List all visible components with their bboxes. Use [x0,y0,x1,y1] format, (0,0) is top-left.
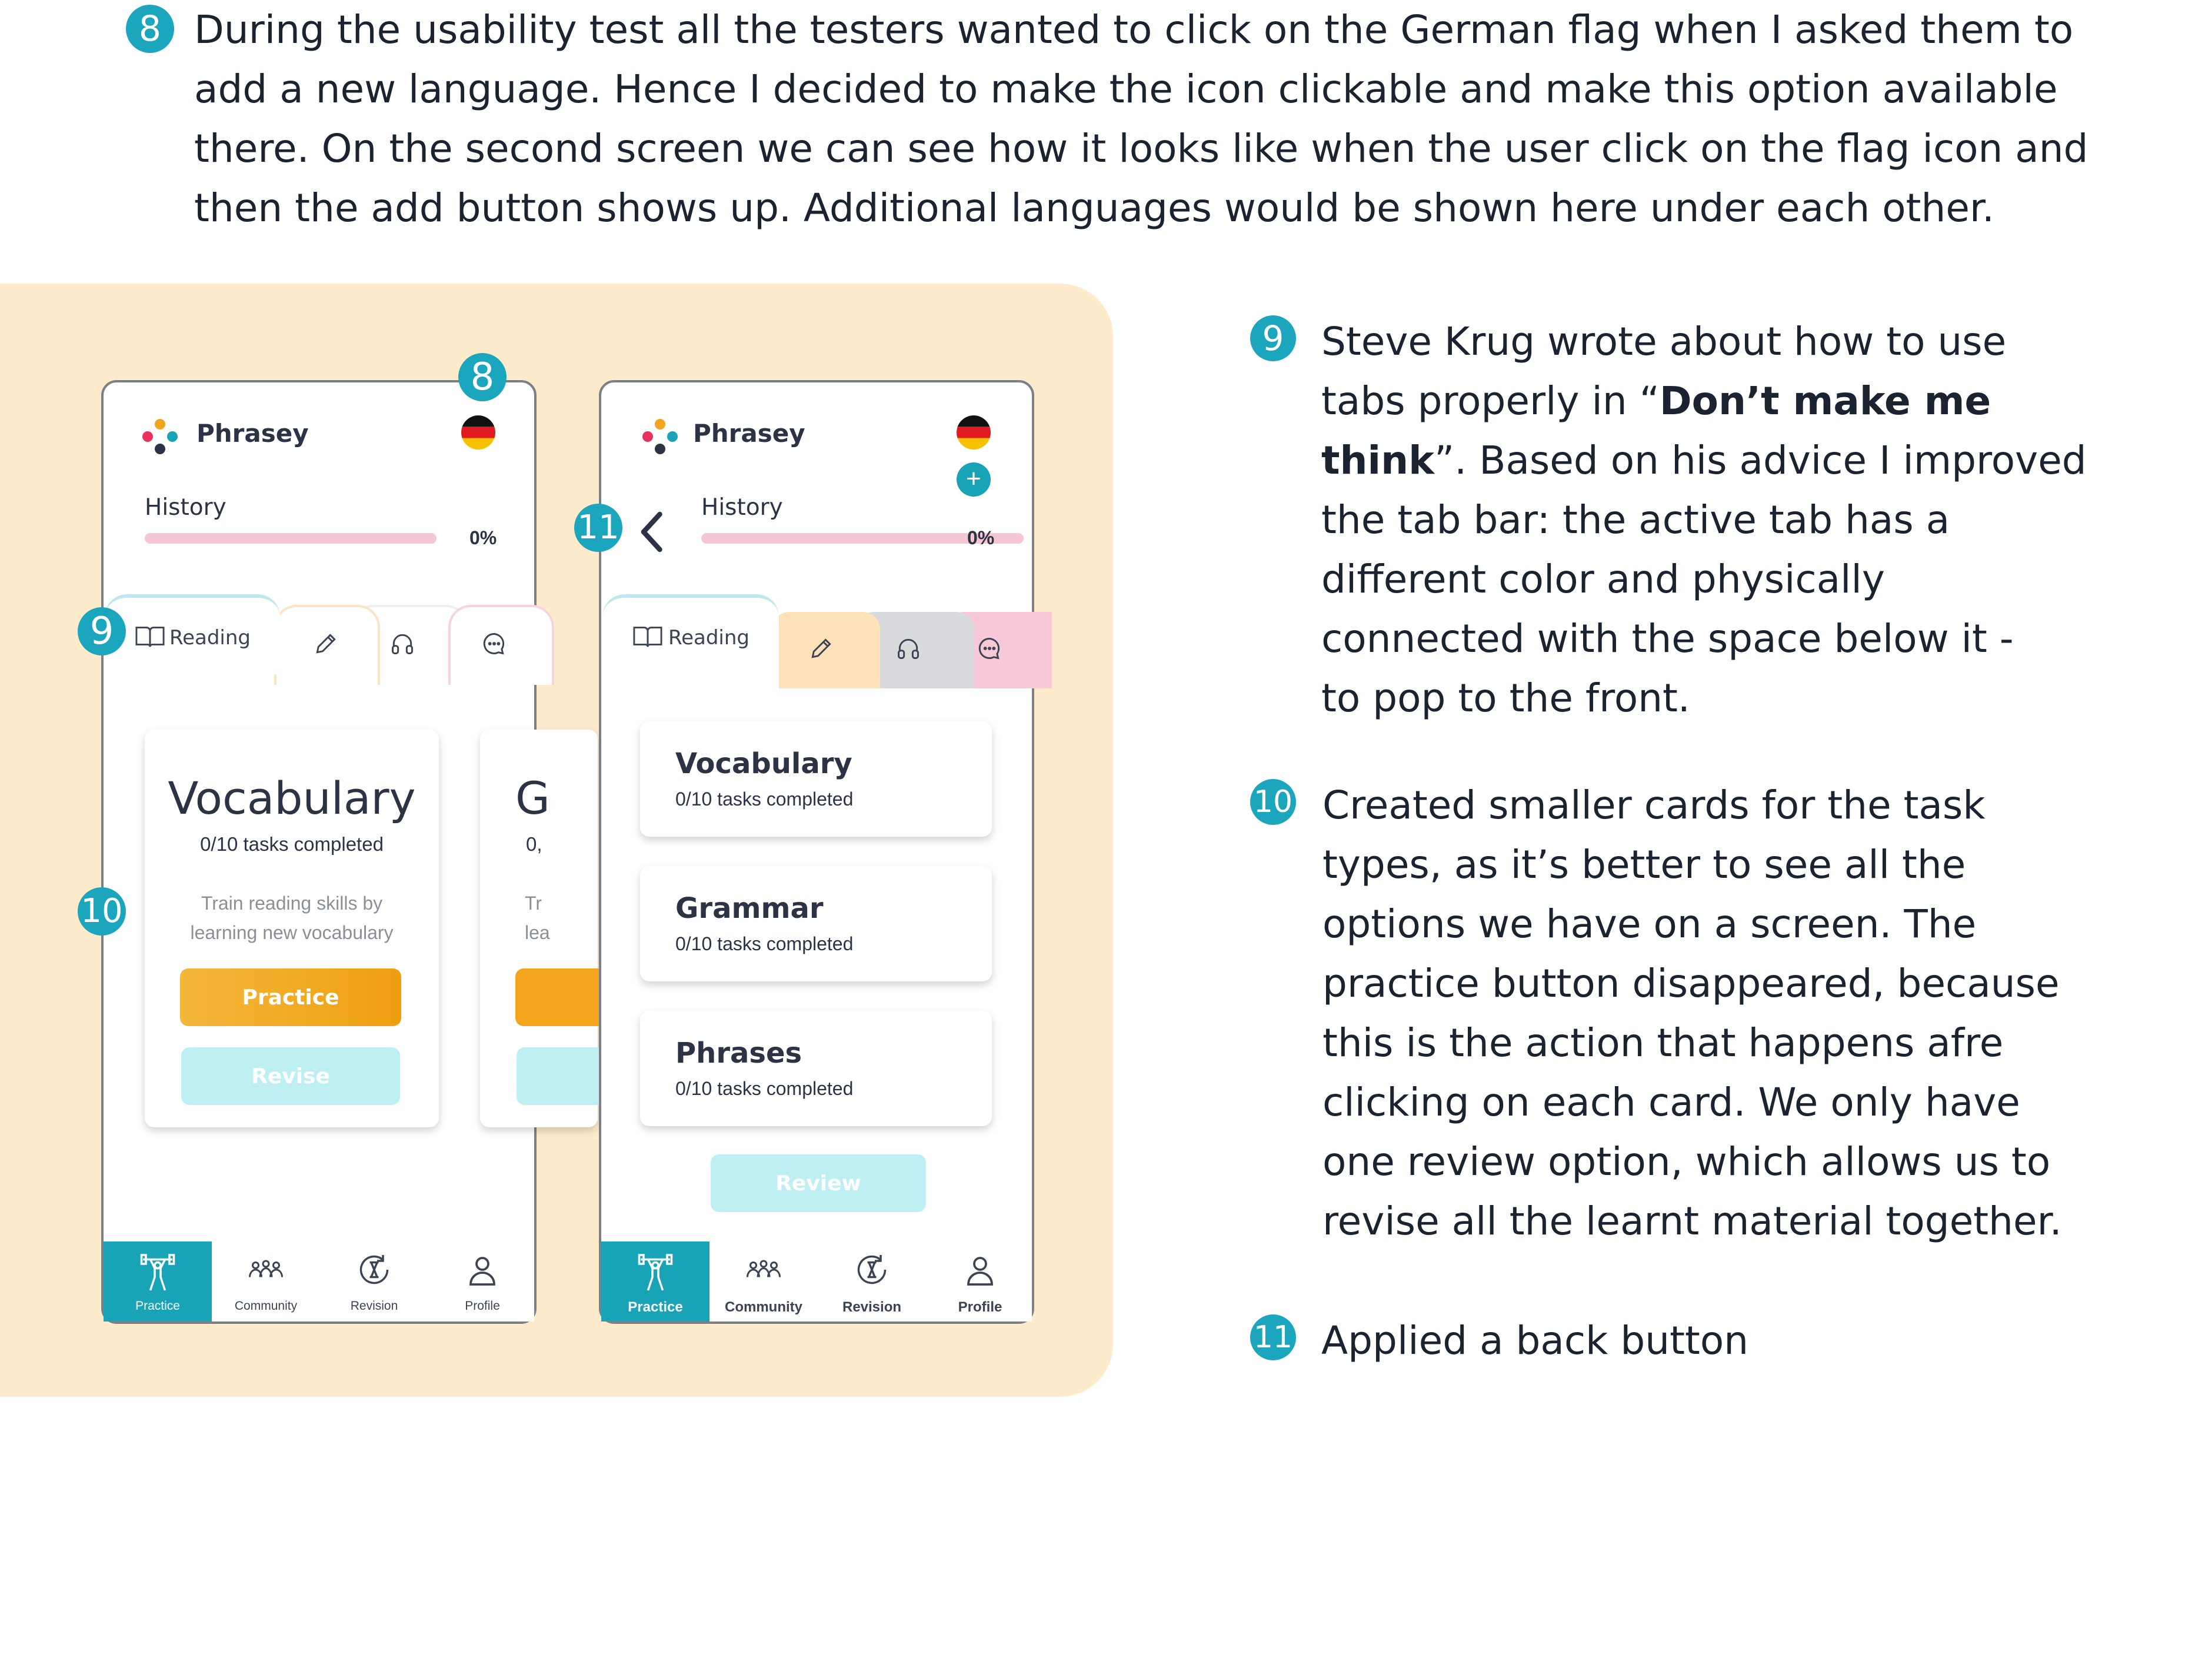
pencil-icon [313,631,339,657]
tab-reading-label: Reading [169,626,251,650]
intro-paragraph [194,0,2206,238]
user-icon [465,1252,500,1287]
tab-bar [104,594,534,674]
card-desc-line: Train reading skills by [201,893,383,914]
german-flag-icon[interactable] [461,415,495,450]
tab-reading[interactable] [105,594,280,674]
revise-button[interactable]: Revise [181,1047,400,1105]
headphones-icon [895,635,921,661]
note-9-line: different color and physically [1321,557,1885,602]
note-10-line: options we have on a screen. The [1322,901,1977,947]
note-9-line: the tab bar: the active tab has a [1321,497,1950,542]
user-icon [962,1252,998,1287]
nav-revision[interactable] [818,1241,926,1322]
note-9-text: ”. Based on his advice I improved [1434,438,2087,483]
card-desc-line: Tr [525,893,542,914]
tab-writing[interactable] [274,605,380,685]
annotation-badge-11: 11 [1250,1314,1296,1360]
nav-community-label: Community [725,1299,802,1315]
card-tasks: 0/10 tasks completed [675,788,854,810]
phrasey-logo-icon [142,419,178,454]
note-10-line: Created smaller cards for the task [1322,783,1986,828]
task-card-vocabulary[interactable] [640,721,992,837]
nav-revision[interactable] [320,1241,428,1322]
annotation-badge-10: 10 [78,887,126,936]
card-title: Phrases [675,1037,802,1070]
phrasey-logo-icon [642,419,678,454]
chat-icon [977,635,1002,661]
phone-before [101,380,550,1324]
note-9-line: to pop to the front. [1321,675,1690,721]
note-9 [1321,312,2192,728]
book-icon [633,625,662,648]
task-card-phrases[interactable] [640,1011,992,1126]
card-tasks: 0/10 tasks completed [200,833,384,855]
tab-reading-label: Reading [668,626,750,650]
note-9-text: tabs properly in “ [1321,378,1660,424]
nav-profile[interactable] [926,1241,1034,1322]
annotation-badge-10: 10 [1250,779,1296,825]
back-arrow-icon[interactable] [638,510,667,554]
german-flag-icon[interactable] [957,415,991,450]
nav-practice-label: Practice [135,1299,180,1313]
note-10-line: clicking on each card. We only have [1322,1080,2020,1125]
note-10-line: revise all the learnt material together. [1322,1199,2062,1244]
review-button[interactable]: Review [711,1154,926,1212]
card-description [145,888,439,947]
nav-profile-label: Profile [465,1299,500,1313]
nav-profile[interactable] [428,1241,537,1322]
note-9-line [1321,371,2192,431]
note-10 [1322,775,2193,1251]
intro-line: then the add button shows up. Additional languages would be shown here under each other. [194,185,1995,231]
annotation-badge-11: 11 [574,504,622,552]
tab-bar [601,594,1032,674]
annotation-badge-9: 9 [78,607,126,655]
section-title: History [701,494,783,521]
bottom-navigation [601,1241,1032,1322]
bottom-navigation [104,1241,534,1322]
headphones-icon [389,631,415,657]
card-title: G [515,772,550,824]
nav-community[interactable] [212,1241,320,1322]
nav-community[interactable] [709,1241,818,1322]
task-card-peek[interactable] [480,730,598,1127]
book-icon [135,625,165,648]
progress-bar [145,533,437,544]
card-tasks: 0, [526,833,542,855]
card-description [525,888,550,947]
community-icon [248,1252,284,1287]
note-9-line: connected with the space below it - [1321,616,2014,661]
book-title: think [1321,438,1435,483]
nav-revision-label: Revision [842,1299,902,1315]
tab-writing[interactable] [772,612,880,688]
note-11: Applied a back button [1321,1318,1749,1363]
weightlifter-icon [140,1252,175,1293]
note-9-line [1321,431,2192,490]
hourglass-refresh-icon [854,1252,890,1287]
task-card-grammar[interactable] [640,866,992,981]
annotation-badge-9: 9 [1250,315,1296,361]
card-desc-line: learning new vocabulary [190,922,394,943]
card-tasks: 0/10 tasks completed [675,1078,854,1099]
intro-line: add a new language. Hence I decided to make the icon clickable and make this option available [194,66,2058,112]
note-10-line: practice button disappeared, because [1322,961,2060,1006]
section-title: History [145,494,226,521]
chat-icon [481,631,507,657]
note-10-line: types, as it’s better to see all the [1322,842,1966,887]
tab-reading[interactable] [602,594,779,688]
annotation-badge-8: 8 [126,5,174,53]
card-title: Grammar [675,892,824,925]
app-name: Phrasey [693,419,805,448]
pencil-icon [808,635,834,661]
tab-speaking[interactable] [448,605,554,685]
card-title: Vocabulary [168,772,416,824]
nav-practice-label: Practice [628,1299,683,1315]
nav-practice[interactable] [601,1241,709,1322]
note-10-line: one review option, which allows us to [1322,1139,2051,1184]
annotation-badge-8: 8 [458,353,507,401]
book-title: Don’t make me [1659,378,1991,424]
intro-line: During the usability test all the testers wanted to click on the German flag when I asked them to [194,7,2074,52]
hourglass-refresh-icon [357,1252,392,1287]
progress-percent: 0% [967,527,995,548]
practice-button[interactable]: Practice [180,968,401,1026]
weightlifter-icon [638,1252,673,1293]
progress-percent: 0% [469,527,497,548]
phone-after [599,380,1034,1324]
nav-revision-label: Revision [350,1299,398,1313]
note-10-line: this is the action that happens afre [1322,1020,2004,1066]
card-tasks: 0/10 tasks completed [675,933,854,954]
add-language-button[interactable]: + [957,462,991,497]
intro-line: there. On the second screen we can see how it looks like when the user click on the flag icon and [194,126,2088,171]
community-icon [746,1252,781,1287]
card-desc-line: lea [525,922,550,943]
nav-community-label: Community [234,1299,298,1313]
card-title: Vocabulary [675,747,852,780]
nav-practice[interactable] [104,1241,212,1322]
nav-profile-label: Profile [958,1299,1002,1315]
app-name: Phrasey [196,419,309,448]
task-card-vocabulary[interactable] [145,730,439,1127]
note-9-line: Steve Krug wrote about how to use [1321,319,2007,364]
